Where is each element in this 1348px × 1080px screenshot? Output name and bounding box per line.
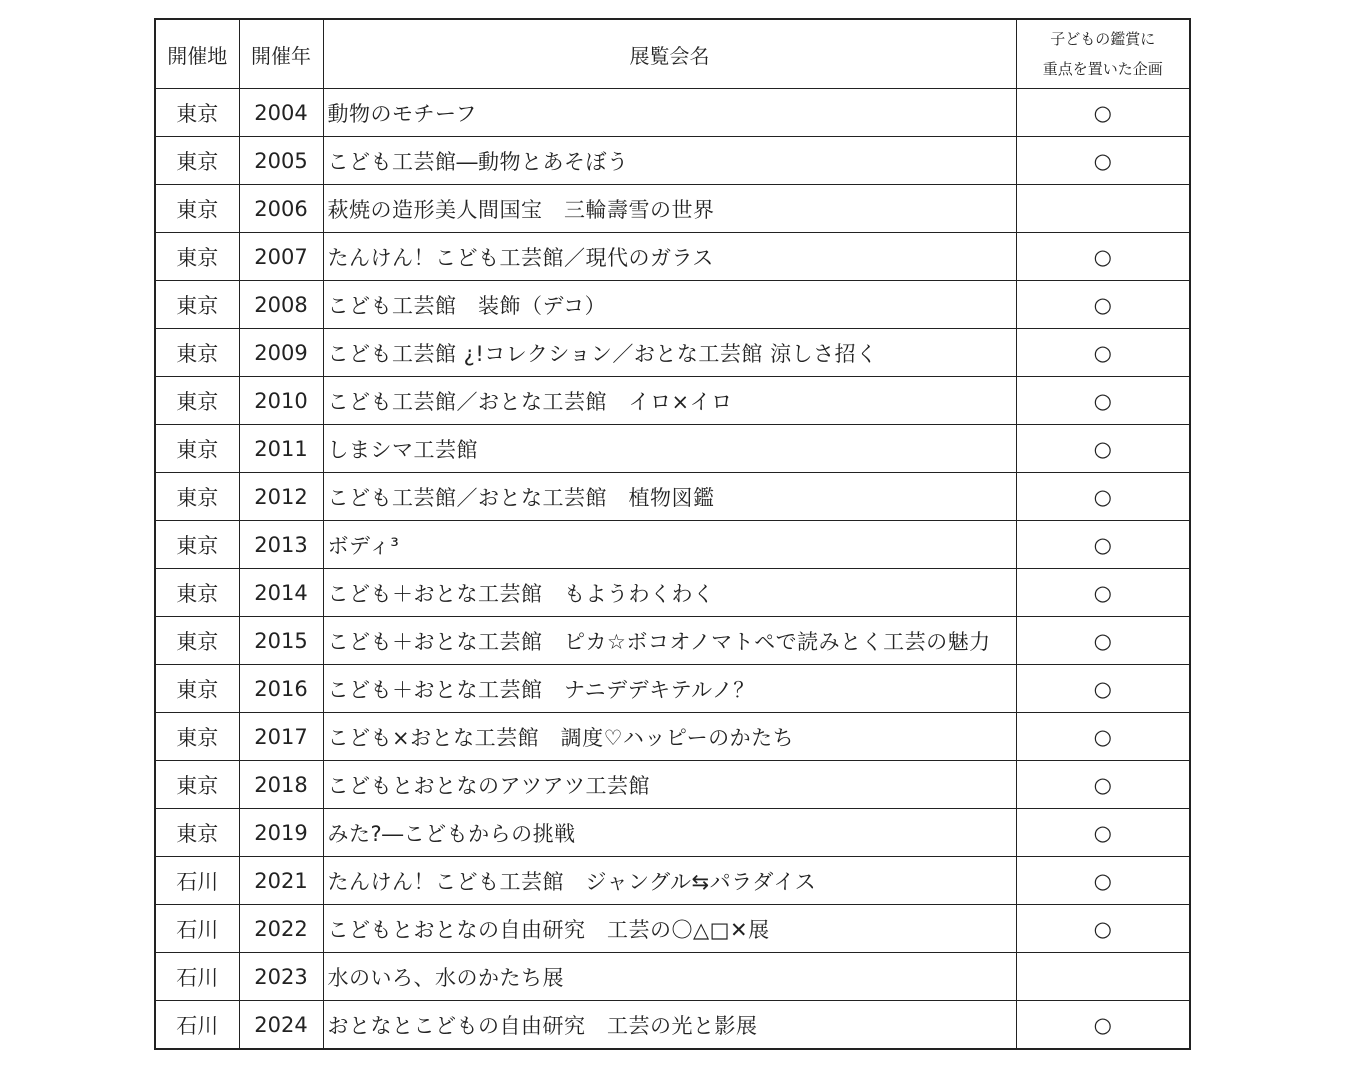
year-cell: 2012 xyxy=(239,473,323,521)
exhibition-title-cell: 萩焼の造形美人間国宝 三輪壽雪の世界 xyxy=(323,185,1016,233)
venue-cell: 東京 xyxy=(155,89,239,137)
children-focus-mark-cell: ○ xyxy=(1016,665,1190,713)
year-cell: 2010 xyxy=(239,377,323,425)
venue-cell: 東京 xyxy=(155,329,239,377)
exhibition-title-cell: こどもとおとなの自由研究 工芸の〇△□✕展 xyxy=(323,905,1016,953)
exhibition-title-cell: たんけん！こども工芸館／現代のガラス xyxy=(323,233,1016,281)
year-cell: 2017 xyxy=(239,713,323,761)
exhibition-title-cell: こども工芸館 装飾（デコ） xyxy=(323,281,1016,329)
children-focus-mark-cell: ○ xyxy=(1016,329,1190,377)
exhibition-title-cell: しまシマ工芸館 xyxy=(323,425,1016,473)
children-focus-mark-cell: ○ xyxy=(1016,569,1190,617)
venue-cell: 東京 xyxy=(155,761,239,809)
year-cell: 2006 xyxy=(239,185,323,233)
children-focus-mark-cell: ○ xyxy=(1016,137,1190,185)
year-cell: 2016 xyxy=(239,665,323,713)
table-row xyxy=(155,617,1190,665)
children-focus-mark-cell: ○ xyxy=(1016,89,1190,137)
venue-cell: 石川 xyxy=(155,1001,239,1050)
exhibition-title-cell: こども＋おとな工芸館 もようわくわく xyxy=(323,569,1016,617)
children-focus-mark-cell: ○ xyxy=(1016,713,1190,761)
exhibition-title-cell: こども＋おとな工芸館 ナニデデキテルノ？ xyxy=(323,665,1016,713)
header-children-focus xyxy=(1016,19,1190,89)
children-focus-mark-cell: ○ xyxy=(1016,281,1190,329)
year-cell: 2015 xyxy=(239,617,323,665)
venue-cell: 東京 xyxy=(155,185,239,233)
header-year: 開催年 xyxy=(239,19,323,89)
table-row xyxy=(155,185,1190,233)
table-row xyxy=(155,953,1190,1001)
year-cell: 2014 xyxy=(239,569,323,617)
children-focus-mark-cell: ○ xyxy=(1016,1001,1190,1050)
exhibition-title-cell: こども工芸館 ¿!コレクション／おとな工芸館 涼しさ招く xyxy=(323,329,1016,377)
year-cell: 2019 xyxy=(239,809,323,857)
venue-cell: 東京 xyxy=(155,665,239,713)
header-children-focus-line2: 重点を置いた企画 xyxy=(1042,60,1163,78)
table-row xyxy=(155,89,1190,137)
table-body xyxy=(155,89,1190,1050)
venue-cell: 石川 xyxy=(155,953,239,1001)
children-focus-mark-cell: ○ xyxy=(1016,521,1190,569)
year-cell: 2007 xyxy=(239,233,323,281)
table-row xyxy=(155,473,1190,521)
venue-cell: 東京 xyxy=(155,809,239,857)
table-row xyxy=(155,1001,1190,1050)
children-focus-mark-cell xyxy=(1016,185,1190,233)
children-focus-mark-cell xyxy=(1016,953,1190,1001)
exhibition-title-cell: 水のいろ、水のかたち展 xyxy=(323,953,1016,1001)
venue-cell: 東京 xyxy=(155,233,239,281)
table-row xyxy=(155,521,1190,569)
exhibition-title-cell: こどもとおとなのアツアツ工芸館 xyxy=(323,761,1016,809)
children-focus-mark-cell: ○ xyxy=(1016,473,1190,521)
year-cell: 2021 xyxy=(239,857,323,905)
venue-cell: 東京 xyxy=(155,377,239,425)
exhibition-title-cell: おとなとこどもの自由研究 工芸の光と影展 xyxy=(323,1001,1016,1050)
table-row xyxy=(155,665,1190,713)
children-focus-mark-cell: ○ xyxy=(1016,905,1190,953)
table-row xyxy=(155,713,1190,761)
year-cell: 2013 xyxy=(239,521,323,569)
exhibition-title-cell: こども工芸館／おとな工芸館 イロ×イロ xyxy=(323,377,1016,425)
children-focus-mark-cell: ○ xyxy=(1016,857,1190,905)
children-focus-mark-cell: ○ xyxy=(1016,617,1190,665)
header-row xyxy=(155,19,1190,89)
table-row xyxy=(155,905,1190,953)
exhibition-title-cell: こども工芸館／おとな工芸館 植物図鑑 xyxy=(323,473,1016,521)
venue-cell: 東京 xyxy=(155,473,239,521)
table-row xyxy=(155,329,1190,377)
year-cell: 2023 xyxy=(239,953,323,1001)
header-children-focus-line1: 子どもの鑑賞に xyxy=(1050,30,1156,48)
exhibition-title-cell: 動物のモチーフ xyxy=(323,89,1016,137)
year-cell: 2024 xyxy=(239,1001,323,1050)
year-cell: 2008 xyxy=(239,281,323,329)
year-cell: 2011 xyxy=(239,425,323,473)
venue-cell: 東京 xyxy=(155,569,239,617)
table-row xyxy=(155,425,1190,473)
venue-cell: 東京 xyxy=(155,617,239,665)
exhibition-title-cell: こども工芸館―動物とあそぼう xyxy=(323,137,1016,185)
table-row xyxy=(155,761,1190,809)
exhibition-title-cell: こども＋おとな工芸館 ピカ☆ボコオノマトペで読みとく工芸の魅力 xyxy=(323,617,1016,665)
venue-cell: 東京 xyxy=(155,425,239,473)
header-title: 展覧会名 xyxy=(323,19,1016,89)
venue-cell: 石川 xyxy=(155,857,239,905)
year-cell: 2005 xyxy=(239,137,323,185)
children-focus-mark-cell: ○ xyxy=(1016,377,1190,425)
table-row xyxy=(155,377,1190,425)
table-row xyxy=(155,569,1190,617)
venue-cell: 東京 xyxy=(155,137,239,185)
exhibitions-table xyxy=(154,18,1191,1050)
header-venue: 開催地 xyxy=(155,19,239,89)
exhibition-title-cell: たんけん！こども工芸館 ジャングル⇆パラダイス xyxy=(323,857,1016,905)
exhibition-title-cell: ボディ³ xyxy=(323,521,1016,569)
children-focus-mark-cell: ○ xyxy=(1016,425,1190,473)
children-focus-mark-cell: ○ xyxy=(1016,761,1190,809)
year-cell: 2022 xyxy=(239,905,323,953)
venue-cell: 東京 xyxy=(155,281,239,329)
table-row xyxy=(155,809,1190,857)
table-row xyxy=(155,857,1190,905)
children-focus-mark-cell: ○ xyxy=(1016,233,1190,281)
table-row xyxy=(155,281,1190,329)
table-row xyxy=(155,137,1190,185)
table-row xyxy=(155,233,1190,281)
exhibition-title-cell: こども×おとな工芸館 調度♡ハッピーのかたち xyxy=(323,713,1016,761)
children-focus-mark-cell: ○ xyxy=(1016,809,1190,857)
venue-cell: 石川 xyxy=(155,905,239,953)
year-cell: 2018 xyxy=(239,761,323,809)
year-cell: 2004 xyxy=(239,89,323,137)
exhibition-title-cell: みた?―こどもからの挑戦 xyxy=(323,809,1016,857)
venue-cell: 東京 xyxy=(155,713,239,761)
year-cell: 2009 xyxy=(239,329,323,377)
venue-cell: 東京 xyxy=(155,521,239,569)
